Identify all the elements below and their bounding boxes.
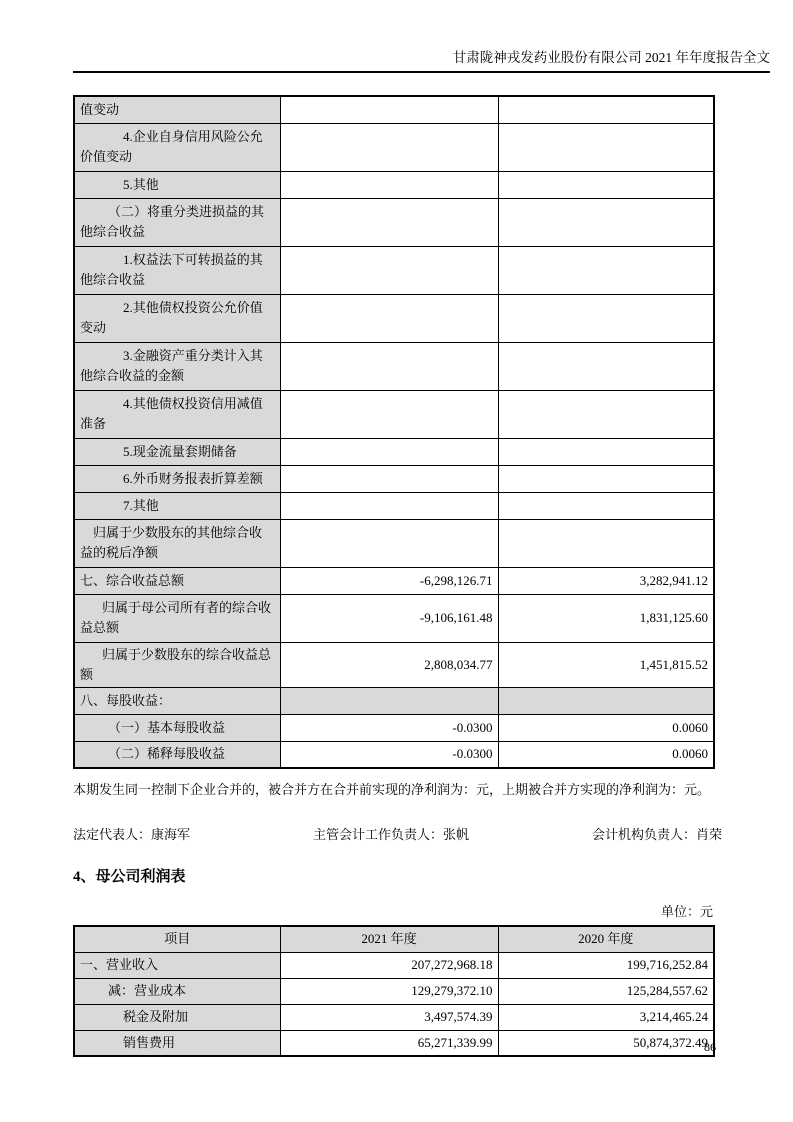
table-row [74, 492, 714, 519]
accounting-department-head: 会计机构负责人：肖荣 [591, 827, 722, 842]
value-2020-cell [498, 123, 714, 171]
value-2020-cell: 3,282,941.12 [498, 567, 714, 594]
row-label-cell: 八、每股收益： [74, 687, 280, 714]
value-2020-cell: 0.0060 [498, 741, 714, 768]
value-2020-cell [498, 342, 714, 390]
value-2020-cell: 1,451,815.52 [498, 642, 714, 687]
column-header-item: 项目 [74, 926, 280, 952]
value-2020-cell [498, 492, 714, 519]
table-row [74, 198, 714, 246]
value-2020-cell [498, 294, 714, 342]
table-row [74, 519, 714, 567]
table-row [74, 438, 714, 465]
value-2021-cell: -0.0300 [280, 714, 498, 741]
chief-accountant: 主管会计工作负责人：张帆 [312, 827, 469, 842]
column-header-2021: 2021 年度 [280, 926, 498, 952]
table-row [74, 978, 714, 1004]
value-2021-cell: 129,279,372.10 [280, 978, 498, 1004]
value-2020-cell [498, 465, 714, 492]
table-row [74, 246, 714, 294]
value-2020-cell: 0.0060 [498, 714, 714, 741]
value-2020-cell [498, 390, 714, 438]
merger-note: 本期发生同一控制下企业合并的，被合并方在合并前实现的净利润为：元，上期被合并方实现的净利润为：元。 [73, 782, 711, 797]
row-label-cell: （一）基本每股收益 [74, 714, 280, 741]
column-header-2020: 2020 年度 [498, 926, 714, 952]
row-label-cell: 归属于少数股东的综合收益总额 [74, 642, 280, 687]
table-row [74, 642, 714, 687]
table-row [74, 741, 714, 768]
row-label-cell: 1.权益法下可转损益的其他综合收益 [74, 246, 280, 294]
value-2020-cell [498, 438, 714, 465]
section-heading: 4、母公司利润表 [73, 869, 186, 885]
row-label-cell: 4.其他债权投资信用减值准备 [74, 390, 280, 438]
row-label-cell: 税金及附加 [74, 1004, 280, 1030]
row-label-cell: 归属于少数股东的其他综合收益的税后净额 [74, 519, 280, 567]
value-2020-cell [498, 171, 714, 198]
value-2021-cell [280, 492, 498, 519]
row-label-cell: 5.现金流量套期储备 [74, 438, 280, 465]
row-label-cell: 2.其他债权投资公允价值变动 [74, 294, 280, 342]
value-2021-cell [280, 198, 498, 246]
row-label-cell: 7.其他 [74, 492, 280, 519]
value-2020-cell [498, 519, 714, 567]
row-label-cell: 归属于母公司所有者的综合收益总额 [74, 594, 280, 642]
value-2021-cell [280, 294, 498, 342]
row-label-cell: （二）稀释每股收益 [74, 741, 280, 768]
value-2020-cell: 3,214,465.24 [498, 1004, 714, 1030]
unit-label: 单位：元 [660, 904, 713, 919]
row-label-cell: 3.金融资产重分类计入其他综合收益的金额 [74, 342, 280, 390]
comprehensive-income-table [73, 95, 715, 769]
table-row [74, 123, 714, 171]
table-row [74, 687, 714, 714]
value-2021-cell: -0.0300 [280, 741, 498, 768]
table-row [74, 594, 714, 642]
page-number: 86 [704, 1040, 716, 1054]
value-2021-cell: -9,106,161.48 [280, 594, 498, 642]
value-2020-cell: 125,284,557.62 [498, 978, 714, 1004]
value-2021-cell [280, 438, 498, 465]
value-2021-cell: 3,497,574.39 [280, 1004, 498, 1030]
value-2021-cell: -6,298,126.71 [280, 567, 498, 594]
row-label-cell: 4.企业自身信用风险公允价值变动 [74, 123, 280, 171]
row-label-cell: 减：营业成本 [74, 978, 280, 1004]
value-2021-cell: 2,808,034.77 [280, 642, 498, 687]
value-2021-cell [280, 390, 498, 438]
value-2021-cell [280, 246, 498, 294]
value-2021-cell [280, 342, 498, 390]
row-label-cell: 5.其他 [74, 171, 280, 198]
value-2021-cell [280, 123, 498, 171]
table-row [74, 294, 714, 342]
value-2020-cell: 199,716,252.84 [498, 952, 714, 978]
row-label-cell: 七、综合收益总额 [74, 567, 280, 594]
parent-income-table [73, 925, 715, 1057]
value-2021-cell [280, 687, 498, 714]
signatories-line [73, 824, 722, 843]
value-2020-cell [498, 246, 714, 294]
table-header-row [74, 926, 714, 952]
value-2020-cell [498, 198, 714, 246]
row-label-cell: 一、营业收入 [74, 952, 280, 978]
row-label-cell: 值变动 [74, 96, 280, 123]
table-row [74, 342, 714, 390]
table-row [74, 96, 714, 123]
table-row [74, 1030, 714, 1056]
value-2020-cell: 50,874,372.49 [498, 1030, 714, 1056]
value-2021-cell: 65,271,339.99 [280, 1030, 498, 1056]
value-2020-cell [498, 687, 714, 714]
value-2020-cell [498, 96, 714, 123]
report-title: 甘肃陇神戎发药业股份有限公司 2021 年年度报告全文 [452, 50, 770, 65]
value-2020-cell: 1,831,125.60 [498, 594, 714, 642]
value-2021-cell [280, 465, 498, 492]
table-row [74, 714, 714, 741]
table-row [74, 390, 714, 438]
value-2021-cell [280, 96, 498, 123]
table-row [74, 1004, 714, 1030]
report-running-header [73, 50, 770, 73]
row-label-cell: 销售费用 [74, 1030, 280, 1056]
value-2021-cell [280, 519, 498, 567]
legal-representative: 法定代表人：康海军 [73, 827, 191, 842]
value-2021-cell [280, 171, 498, 198]
table-row [74, 465, 714, 492]
table-row [74, 171, 714, 198]
table-row [74, 567, 714, 594]
table-row [74, 952, 714, 978]
row-label-cell: 6.外币财务报表折算差额 [74, 465, 280, 492]
row-label-cell: （二）将重分类进损益的其他综合收益 [74, 198, 280, 246]
value-2021-cell: 207,272,968.18 [280, 952, 498, 978]
